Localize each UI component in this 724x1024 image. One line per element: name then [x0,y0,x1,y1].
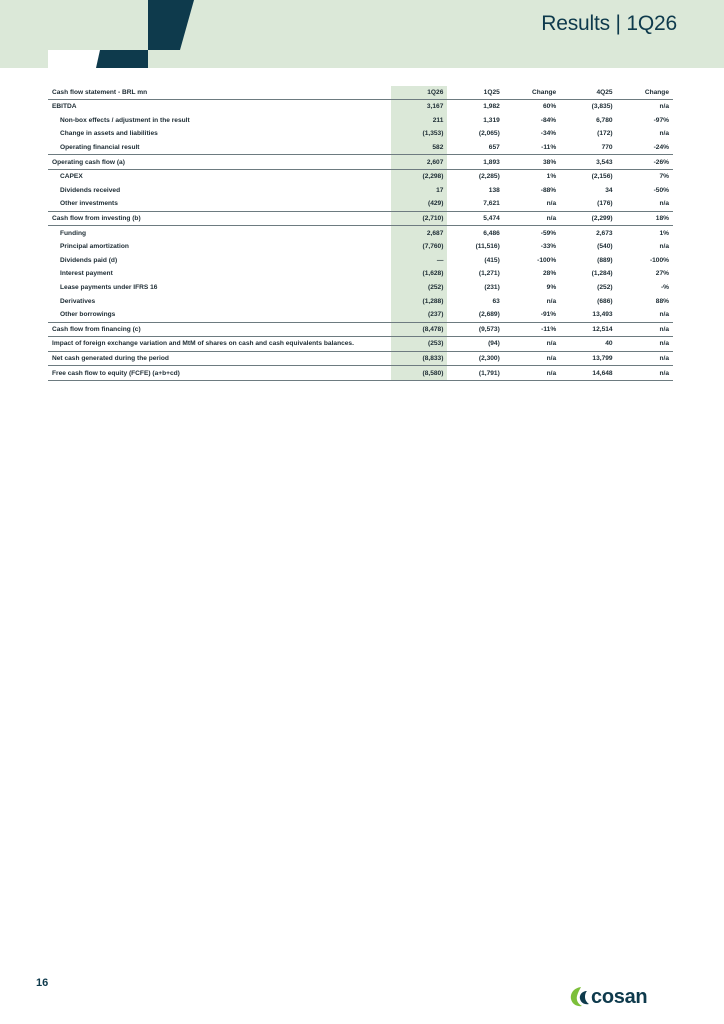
cell-value: 6,780 [596,116,613,124]
cell-value: (172) [597,130,613,138]
cell-value: 5,474 [447,211,503,226]
cell-value: 12,514 [560,322,616,337]
row-label: Principal amortization [60,243,129,251]
row-label: Derivatives [60,297,96,305]
cell-value: (11,516) [475,243,500,251]
cell-value: 63 [492,297,500,305]
cell-value: 582 [391,141,447,155]
cell-value: 13,493 [592,311,613,319]
row-label: Lease payments under IFRS 16 [60,284,158,292]
cosan-logo [568,985,647,1009]
cell-value: 14,648 [560,366,616,381]
cell-value: 3,167 [391,100,447,114]
cell-value: 211 [391,114,447,128]
cell-value: 27% [655,270,669,278]
cell-value: -11% [541,144,557,152]
cell-value: 88% [655,297,669,305]
cell-value: (1,628) [391,267,447,281]
cell-value: n/a [504,337,560,352]
cell-value: (889) [597,256,613,264]
cell-value: -91% [540,311,557,319]
cell-value: -26% [617,155,673,170]
row-label: Other borrowings [60,311,116,319]
cosan-logo-icon [568,985,590,1009]
table-body [48,100,673,381]
row-label: Cash flow from investing (b) [48,211,391,226]
cell-value: -34% [540,130,557,138]
table-row [48,155,673,170]
cell-value: n/a [617,100,673,114]
cell-value: (1,284) [591,270,613,278]
cell-value: n/a [504,211,560,226]
cell-value: (7,760) [391,240,447,254]
cell-value: n/a [659,243,669,251]
page-title: Results | 1Q26 [541,12,677,35]
cell-value: n/a [617,351,673,366]
column-header: Change [504,86,560,100]
cell-value: (2,298) [391,169,447,183]
cell-value: 2,673 [560,226,616,240]
cell-value: 2,607 [391,155,447,170]
row-label: Cash flow from financing (c) [48,322,391,337]
row-label: Dividends received [60,186,121,194]
cell-value: n/a [617,337,673,352]
table-row [48,211,673,226]
table-row [48,127,673,141]
cell-value: n/a [617,366,673,381]
cell-value: n/a [504,366,560,381]
row-label: Impact of foreign exchange variation and MtM of shares on cash and cash equivalents balances. [48,337,391,352]
cell-value: (8,478) [391,322,447,337]
row-label: Non-box effects / adjustment in the result [60,116,190,124]
cell-value: (2,299) [560,211,616,226]
table-header-row [48,86,673,100]
cell-value: (252) [597,284,613,292]
cell-value: (9,573) [447,322,503,337]
cell-value: n/a [504,351,560,366]
cell-value: 1,893 [447,155,503,170]
cell-value: — [391,254,447,268]
table-row [48,240,673,254]
cell-value: 18% [617,211,673,226]
cell-value: -33% [540,243,557,251]
cell-value: 1,982 [447,100,503,114]
table-row [48,294,673,308]
cell-value: (1,353) [391,127,447,141]
cell-value: (2,300) [447,351,503,366]
table-row [48,281,673,295]
cell-value: (2,689) [478,311,500,319]
cell-value: -% [660,284,669,292]
cell-value: n/a [617,322,673,337]
cell-value: (231) [484,284,500,292]
row-label: Funding [48,226,391,240]
cell-value: 9% [546,284,557,292]
cell-value: (1,791) [447,366,503,381]
table-row [48,100,673,114]
cell-value: (94) [447,337,503,352]
cell-value: n/a [546,297,557,305]
row-label: Other investments [60,200,118,208]
cell-value: (2,285) [447,169,503,183]
cell-value: (8,580) [391,366,447,381]
cell-value: n/a [659,311,669,319]
cell-value: n/a [659,200,669,208]
cell-value: 17 [391,184,447,198]
cell-value: 770 [601,144,613,152]
table-row [48,322,673,337]
table-row [48,351,673,366]
cell-value: (686) [597,297,613,305]
column-header: 1Q26 [391,86,447,100]
cell-value: (237) [391,308,447,322]
column-header: Cash flow statement - BRL mn [48,86,391,100]
row-label: CAPEX [48,169,391,183]
row-label: EBITDA [48,100,391,114]
cell-value: 40 [560,337,616,352]
cell-value: -24% [653,144,669,152]
cash-flow-table [48,86,673,381]
cell-value: 28% [542,270,557,278]
row-label: Interest payment [60,270,113,278]
cell-value: 38% [504,155,560,170]
cell-value: (540) [597,243,613,251]
table-row [48,254,673,268]
table-row [48,226,673,240]
cell-value: 1% [504,169,560,183]
cell-value: 2,687 [391,226,447,240]
table-row [48,337,673,352]
cell-value: -88% [540,186,557,194]
cell-value: -84% [540,116,557,124]
row-label: Operating financial result [60,144,140,152]
table-row [48,308,673,322]
cell-value: -100% [649,256,669,264]
cell-value: (8,833) [391,351,447,366]
cell-value: 60% [504,100,560,114]
cell-value: -59% [504,226,560,240]
cell-value: (429) [391,197,447,211]
row-label: Change in assets and liabilities [60,130,158,138]
column-header: 1Q25 [447,86,503,100]
cell-value: -100% [537,256,557,264]
table-row [48,169,673,183]
page-number: 16 [36,977,49,989]
cell-value: (253) [391,337,447,352]
cell-value: (252) [391,281,447,295]
cell-value: 7% [617,169,673,183]
cell-value: (2,710) [391,211,447,226]
row-label: Net cash generated during the period [48,351,391,366]
logo-text: cosan [591,985,648,1008]
table-row [48,184,673,198]
cell-value: 657 [488,144,500,152]
cell-value: 6,486 [447,226,503,240]
table-row [48,114,673,128]
table-row [48,267,673,281]
cell-value: 1% [617,226,673,240]
cell-value: 3,543 [560,155,616,170]
column-header: Change [617,86,673,100]
row-label: Operating cash flow (a) [48,155,391,170]
cell-value: 34 [605,186,613,194]
row-label: Dividends paid (d) [60,256,118,264]
column-header: 4Q25 [560,86,616,100]
table-row [48,366,673,381]
cell-value: 138 [488,186,500,194]
cell-value: 13,799 [560,351,616,366]
cell-value: 1,319 [483,116,500,124]
cell-value: (415) [484,256,500,264]
cell-value: n/a [546,200,557,208]
cell-value: (1,271) [478,270,500,278]
cell-value: (1,288) [391,294,447,308]
cell-value: -97% [653,116,669,124]
cell-value: (176) [597,200,613,208]
cell-value: 7,621 [483,200,500,208]
cell-value: -11% [504,322,560,337]
table-row [48,141,673,155]
table-row [48,197,673,211]
row-label: Free cash flow to equity (FCFE) (a+b+cd) [48,366,391,381]
cell-value: n/a [659,130,669,138]
cell-value: -50% [653,186,669,194]
cell-value: (2,156) [560,169,616,183]
cell-value: (2,065) [478,130,500,138]
cell-value: (3,835) [560,100,616,114]
